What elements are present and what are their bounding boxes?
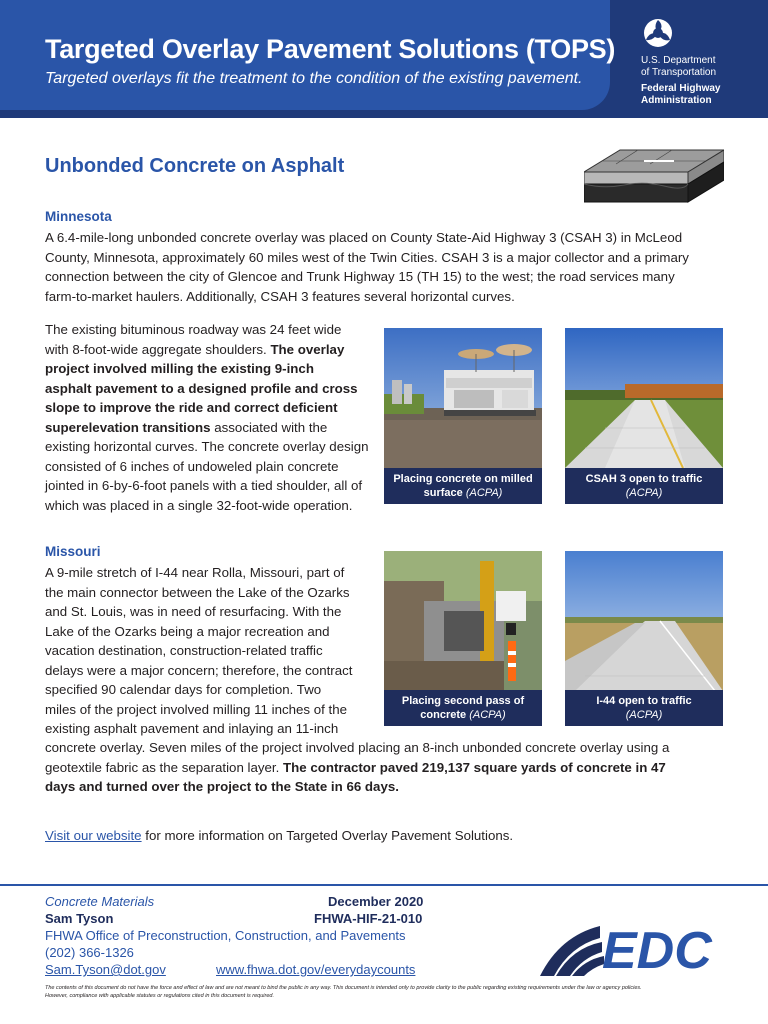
text-line: and St. Louis, was in need of resurfacing. With the — [45, 604, 342, 619]
text-line — [45, 758, 735, 778]
text-span: for more information on Targeted Overlay Pavement Solutions. — [141, 828, 514, 843]
photo-csah3-road — [565, 328, 723, 468]
footer-date: December 2020 — [328, 894, 424, 909]
caption-credit: (ACPA) — [469, 709, 506, 721]
text-line: project involved milling the existing 9-inch — [45, 361, 314, 376]
text-line: specified 90 calendar days for completion. Two — [45, 682, 322, 697]
text-line: vacation destination, construction-related traffic — [45, 643, 323, 658]
footer-divider — [0, 884, 768, 886]
page-header — [0, 0, 768, 118]
text-line: delays were a major concern; therefore, the contract — [45, 662, 353, 678]
disclaimer-line: However, compliance with applicable statutes or regulations cited in this document is required. — [45, 993, 274, 999]
text-line — [45, 340, 380, 360]
text-span: associated with the — [210, 419, 328, 435]
text-bold: The contractor paved 219,137 square yards of concrete in 47 — [283, 759, 666, 775]
text-line: the main connector between the Lake of the Ozarks — [45, 584, 350, 600]
caption-credit: (ACPA) — [465, 487, 503, 499]
caption-second-pass — [384, 690, 542, 726]
text-line: existing asphalt pavement and inlaying an 11-inch — [45, 721, 339, 736]
heading-missouri: Missouri — [45, 544, 101, 559]
website-link[interactable]: Visit our website — [45, 828, 142, 843]
text-line: concrete overlay. Seven miles of the project involved placing an 8-inch unbonded concrete overlay using a — [45, 740, 670, 755]
footer-office: FHWA Office of Preconstruction, Construction, and Pavements — [45, 928, 406, 943]
disclaimer-line: The contents of this document do not have the force and effect of law and are not meant to bind the public in any way. This document is intended only to provide clarity to the public regarding existing requirements under the law or agency policies. — [45, 985, 642, 991]
caption-text: CSAH 3 open to traffic — [585, 473, 703, 485]
visit-website-line — [45, 826, 735, 846]
section-title: Unbonded Concrete on Asphalt — [45, 155, 345, 177]
text-line: Lake of the Ozarks being a major recreation and — [45, 623, 330, 639]
edc-logo-text: EDC — [602, 922, 712, 978]
caption-csah3 — [565, 468, 723, 504]
caption-credit: (ACPA) — [625, 709, 663, 721]
photo-i44-road — [565, 551, 723, 691]
heading-minnesota: Minnesota — [45, 209, 112, 224]
footer-doc-id: FHWA-HIF-21-010 — [314, 911, 423, 926]
text-bold: The overlay — [270, 341, 345, 357]
text-line: slope to improve the ride and correct deficient — [45, 400, 338, 415]
text-line: farm-to-market haulers. Additionally, CSAH 3 features several horizontal curves. — [45, 288, 515, 304]
text-line: days and turned over the project to the State in 66 days. — [45, 779, 399, 794]
text-span: geotextile fabric as the separation layer. — [45, 759, 284, 775]
text-line: which was placed in a single 32-foot-wide operation. — [45, 497, 353, 513]
text-span: with 8-foot-wide aggregate shoulders. — [45, 341, 271, 357]
text-line: A 6.4-mile-long unbonded concrete overlay was placed on County State-Aid Highway 3 (CSAH 3) in McLeod — [45, 230, 683, 245]
page-subtitle: Targeted overlays fit the treatment to the condition of the existing pavement. — [45, 70, 583, 87]
agency-line: Federal Highway — [641, 83, 721, 94]
caption-text: I-44 open to traffic — [596, 695, 692, 707]
minnesota-intro — [45, 228, 735, 306]
minnesota-body — [45, 320, 380, 515]
text-line: connection between the city of Glencoe and Trunk Highway 15 (TH 15) to the west; the road services many — [45, 269, 675, 284]
footer-email-link[interactable]: Sam.Tyson@dot.gov — [45, 962, 166, 977]
caption-text: Placing concrete on milled surface — [393, 473, 533, 499]
text-line: A 9-mile stretch of I-44 near Rolla, Missouri, part of — [45, 565, 345, 580]
agency-line: U.S. Department — [641, 55, 716, 66]
text-line: jointed in 6-by-6-foot panels with a tied shoulder, all of — [45, 478, 363, 493]
footer-phone: (202) 366-1326 — [45, 945, 134, 960]
text-line — [45, 418, 380, 438]
footer-url-link[interactable]: www.fhwa.dot.gov/everydaycounts — [216, 962, 416, 977]
photo-paving-machine — [384, 328, 542, 468]
text-line: County, Minnesota, approximately 60 miles west of the Twin Cities. CSAH 3 is a major collector and a primary — [45, 249, 689, 265]
edc-logo — [540, 916, 725, 978]
agency-line: of Transportation — [641, 67, 717, 78]
page-title: Targeted Overlay Pavement Solutions (TOPS) — [45, 34, 616, 64]
text-line: miles of the project involved milling 11 inches of the — [45, 701, 348, 717]
usdot-triskelion-icon — [643, 18, 673, 48]
text-line: The existing bituminous roadway was 24 feet wide — [45, 322, 342, 337]
footer-contact-name: Sam Tyson — [45, 911, 114, 926]
missouri-body — [45, 563, 380, 739]
agency-name — [641, 55, 720, 107]
photo-second-pass — [384, 551, 542, 691]
text-line: consisted of 6 inches of undoweled plain concrete — [45, 458, 339, 474]
caption-text: Placing second pass of concrete — [401, 695, 525, 721]
footer-disclaimer — [45, 984, 725, 1000]
pavement-layers-illustration — [584, 146, 724, 204]
footer-topic: Concrete Materials — [45, 894, 155, 909]
text-line: asphalt pavement to a designed profile and cross — [45, 380, 358, 396]
missouri-continued — [45, 738, 735, 797]
caption-i44 — [565, 690, 723, 726]
agency-line: Administration — [641, 95, 712, 106]
caption-credit: (ACPA) — [625, 487, 663, 499]
text-bold: superelevation transitions — [45, 419, 211, 435]
text-line: existing horizontal curves. The concrete overlay design — [45, 439, 369, 454]
caption-paving-machine — [384, 468, 542, 504]
